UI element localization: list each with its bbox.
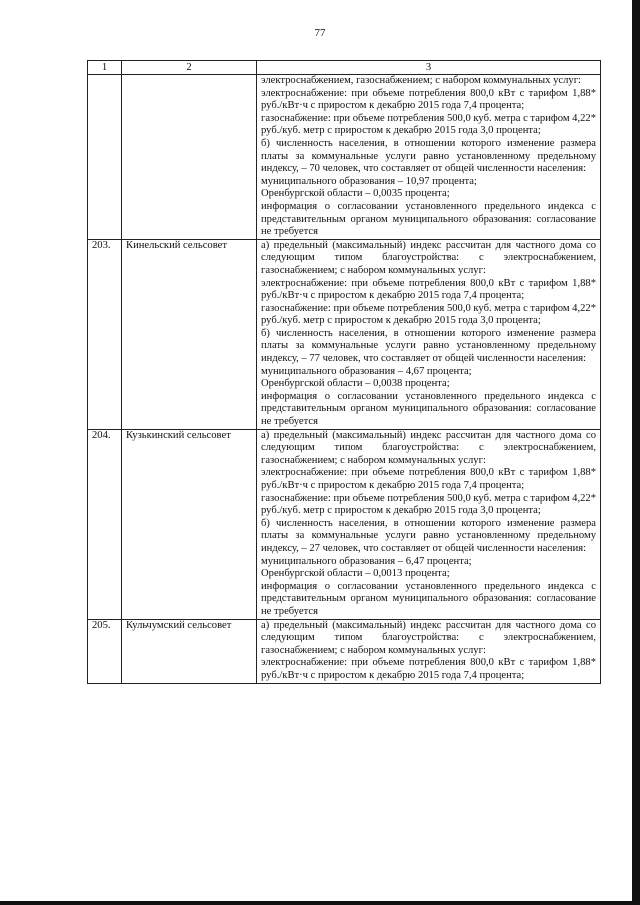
paragraph: Оренбургской области – 0,0038 процента; bbox=[261, 378, 450, 390]
paragraph: газоснабжение: при объеме потребления 500,0 куб. метра с тарифом 4,22* руб./куб. метр с приростом к декабрю 2015 года 3,0 процента; bbox=[261, 492, 597, 517]
row-text-cell bbox=[257, 75, 601, 240]
paragraph: муниципального образования – 4,67 процента; bbox=[261, 365, 472, 377]
row-name: Кинельский сельсовет bbox=[122, 239, 257, 429]
page-number: 77 bbox=[314, 27, 326, 39]
row-number-cell bbox=[88, 75, 122, 240]
table-row bbox=[88, 429, 601, 619]
paragraph: а) предельный (максимальный) индекс рассчитан для частного дома со следующим типом благоустройства: с электроснабжением, газоснабжением; с набором коммунальных услуг: bbox=[261, 619, 596, 656]
header-row bbox=[88, 61, 601, 75]
continuation-row bbox=[88, 75, 601, 240]
paragraph: газоснабжение: при объеме потребления 500,0 куб. метра с тарифом 4,22* руб./куб. метр с приростом к декабрю 2015 года 3,0 процента; bbox=[261, 302, 597, 327]
paragraph: а) предельный (максимальный) индекс рассчитан для частного дома со следующим типом благоустройства: с электроснабжением, газоснабжением; с набором коммунальных услуг: bbox=[261, 239, 596, 276]
row-name: Кузькинский сельсовет bbox=[122, 429, 257, 619]
row-number: 204. bbox=[88, 429, 122, 619]
paragraph: муниципального образования – 10,97 процента; bbox=[261, 175, 477, 187]
paragraph: Оренбургской области – 0,0035 процента; bbox=[261, 188, 450, 200]
row-name-cell bbox=[122, 75, 257, 240]
row-name: Кульчумский сельсовет bbox=[122, 619, 257, 683]
paragraph: электроснабжение: при объеме потребления 800,0 кВт с тарифом 1,88* руб./кВт·ч с приростом к декабрю 2015 года 7,4 процента; bbox=[261, 87, 596, 112]
row-text-cell bbox=[257, 239, 601, 429]
paragraph: Оренбургской области – 0,0013 процента; bbox=[261, 568, 450, 580]
row-text-cell bbox=[257, 429, 601, 619]
paragraph: б) численность населения, в отношении которого изменение размера платы за коммунальные услуги равно установленному предельному индексу, – 70 человек, что составляет от общей численности населения: bbox=[261, 137, 596, 175]
paragraph: газоснабжение: при объеме потребления 500,0 куб. метра с тарифом 4,22* руб./куб. метр с приростом к декабрю 2015 года 3,0 процента; bbox=[261, 112, 597, 137]
paragraph: электроснабжение: при объеме потребления 800,0 кВт с тарифом 1,88* руб./кВт·ч с приростом к декабрю 2015 года 7,4 процента; bbox=[261, 277, 596, 302]
paragraph: муниципального образования – 6,47 процента; bbox=[261, 555, 472, 567]
row-number: 205. bbox=[88, 619, 122, 683]
document-table bbox=[87, 60, 601, 684]
paragraph: информация о согласовании установленного предельного индекса с представительным органом муниципального образования: согласование не требуется bbox=[261, 200, 596, 238]
scan-edge-right bbox=[632, 0, 640, 905]
row-number: 203. bbox=[88, 239, 122, 429]
paragraph: б) численность населения, в отношении которого изменение размера платы за коммунальные услуги равно установленному предельному индексу, – 27 человек, что составляет от общей численности населения: bbox=[261, 517, 596, 554]
scan-edge-bottom bbox=[0, 901, 640, 905]
paragraph: электроснабжение: при объеме потребления 800,0 кВт с тарифом 1,88* руб./кВт·ч с приростом к декабрю 2015 года 7,4 процента; bbox=[261, 467, 596, 491]
paragraph: б) численность населения, в отношении которого изменение размера платы за коммунальные услуги равно установленному предельному индексу, – 77 человек, что составляет от общей численности населения: bbox=[261, 327, 596, 365]
table-row bbox=[88, 619, 601, 683]
paragraph: информация о согласовании установленного предельного индекса с представительным органом муниципального образования: согласование не требуется bbox=[261, 390, 596, 428]
paragraph: электроснабжением, газоснабжением; с набором коммунальных услуг: bbox=[261, 75, 581, 86]
column-header-2: 2 bbox=[122, 61, 257, 75]
paragraph: электроснабжение: при объеме потребления 800,0 кВт с тарифом 1,88* руб./кВт·ч с приростом к декабрю 2015 года 7,4 процента; bbox=[261, 657, 596, 681]
table-row bbox=[88, 239, 601, 429]
column-header-1: 1 bbox=[88, 61, 122, 75]
row-text-cell bbox=[257, 619, 601, 683]
column-header-3: 3 bbox=[257, 61, 601, 75]
paragraph: а) предельный (максимальный) индекс рассчитан для частного дома со следующим типом благоустройства: с электроснабжением, газоснабжением; с набором коммунальных услуг: bbox=[261, 429, 596, 466]
paragraph: информация о согласовании установленного предельного индекса с представительным органом муниципального образования: согласование не требуется bbox=[261, 580, 596, 617]
